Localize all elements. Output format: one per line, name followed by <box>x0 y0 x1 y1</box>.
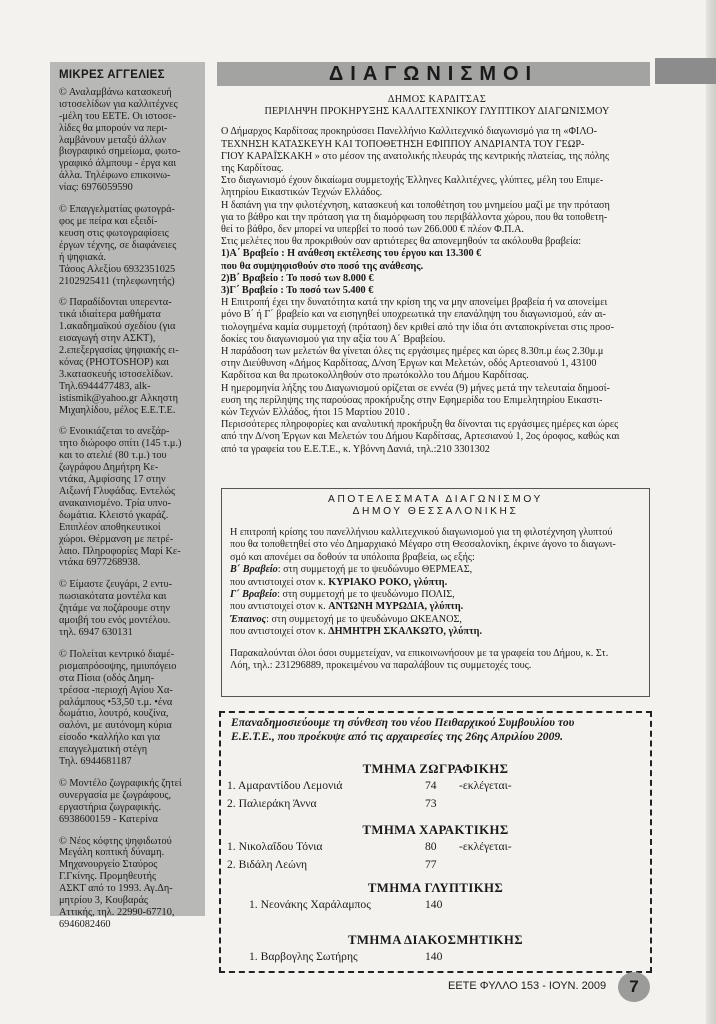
ad-line: λίδες θα μπορούν να περι- <box>59 122 168 134</box>
sidebar-title: ΜΙΚΡΕΣ ΑΓΓΕΛΙΕΣ <box>59 69 165 81</box>
article-line: Η δαπάνη για την φιλοτέχνηση, κατασκευή και τοποθέτηση του μνημείου μαζί με την πρόταση <box>221 199 610 211</box>
classified-ads-list <box>59 87 198 931</box>
adjacent-page-strip <box>655 58 716 84</box>
ad-line: στα Πίσια (οδός Δημη- <box>59 672 155 684</box>
article-line: Στο διαγωνισμό έχουν δικαίωμα συμμετοχής Έλληνες Καλλιτέχνες, γλύπτες, μέλη του Επιμε- <box>221 175 604 187</box>
member-name: 2. Βιδάλη Λεώνη <box>227 858 308 871</box>
department-heading: ΤΜΗΜΑ ΧΑΡΑΚΤΙΚΗΣ <box>362 823 509 837</box>
ad-line: φος με πείρα και εξειδί- <box>59 215 158 227</box>
classified-ad <box>59 297 198 416</box>
ad-line: © Αναλαμβάνω κατασκευή <box>59 86 172 98</box>
article-line: Ο Δήμαρχος Καρδίτσας προκηρύσσει Πανελλήνιο Καλλιτεχνικό διαγωνισμό για τη «ΦΙΛΟ- <box>221 126 598 138</box>
classified-ad <box>59 426 198 569</box>
member-name: 1. Νεονάκης Χαράλαμπος <box>249 898 371 911</box>
classified-ad <box>59 204 198 287</box>
article-line: Η παράδοση των μελετών θα γίνεται όλες τις εργάσιμες ημέρες και ώρες 8.30π.μ έως 2.30μ.μ <box>221 346 604 358</box>
department-heading: ΤΜΗΜΑ ΓΛΥΠΤΙΚΗΣ <box>367 881 504 895</box>
member-name: 1. Βαρβογλης Σωτήρης <box>249 950 358 963</box>
member-votes: 140 <box>425 950 443 963</box>
section-banner: ΔΙΑΓΩΝΙΣΜΟΙ <box>217 62 650 86</box>
ad-line: εισαγωγή στην ΑΣΚΤ), <box>59 333 156 345</box>
results-subtitle: ΔΗΜΟΥ ΘΕΣΣΑΛΟΝΙΚΗΣ <box>352 506 519 517</box>
article-line: ευση της περίληψης της παρούσας προκήρυξης στην Εφημερίδα του Επιμελητηρίου Εικαστι- <box>221 394 603 406</box>
article-line: 3)Γ΄ Βραβείο : Το ποσό των 5.400 € <box>221 285 374 297</box>
member-votes: 74 <box>425 779 437 792</box>
article-line: τιολογημένα καμία συμμετοχή (πρόταση) δεν κριθεί από την ίδια ότι ανταποκρίνεται στις προσ- <box>221 321 614 333</box>
ad-line: Μεγάλη κοπτική δύναμη. <box>59 847 165 859</box>
ad-line: © Ενοικιάζεται το ανεξάρ- <box>59 426 170 438</box>
ad-line: δωμάτιο, λουτρό, κουζίνα, <box>59 708 169 720</box>
ad-line: τικά ιδιαίτερα μαθήματα <box>59 309 161 321</box>
ad-line: κευση στις φωτογραφίσεις <box>59 227 169 239</box>
article-subheading: ΠΕΡΙΛΗΨΗ ΠΡΟΚΗΡΥΞΗΣ ΚΑΛΛΙΤΕΧΝΙΚΟΥ ΓΛΥΠΤΙΚΟΥ ΔΙΑΓΩΝΙΣΜΟΥ <box>264 106 610 118</box>
results-title: ΑΠΟΤΕΛΕΣΜΑΤΑ ΔΙΑΓΩΝΙΣΜΟΥ <box>328 494 543 505</box>
ad-line: ραλάμπους •53,50 τ.μ. •ένα <box>59 696 173 708</box>
results-line: Λόη, τηλ.: 231296889, προκειμένου να παραλάβουν τις συμμετοχές τους. <box>230 660 532 672</box>
article-line: Στις μελέτες που θα προκριθούν σαν αρτιότερες θα απονεμηθούν τα ακόλουθα βραβεία: <box>221 236 582 248</box>
ad-line: 1.ακαδημαϊκού σχεδίου (για <box>59 321 176 333</box>
ad-line: ιστοσελίδων για καλλιτέχνες <box>59 98 178 110</box>
ad-line: Αττικής, τηλ. 22990-67710, <box>59 907 175 918</box>
ad-line: σαλόνι, με αυτόνομη κύρια <box>59 720 172 732</box>
ad-line: χώροι. Θέρμανση με πετρέ- <box>59 533 174 545</box>
ad-line: © Μοντέλο ζωγραφικής ζητεί <box>59 777 182 789</box>
article-line: κών Τεχνών Ελλάδος, ήτοι 15 Μαρτίου 2010 . <box>221 407 410 419</box>
ad-line: Τηλ. 6944681187 <box>59 756 132 768</box>
article-line: 1)Α΄ Βραβείο : Η ανάθεση εκτέλεσης του έργου και 13.300 € <box>221 248 482 260</box>
ad-line: © Είμαστε ζευγάρι, 2 εντυ- <box>59 579 173 591</box>
article-line: μόνο Β΄ ή Γ΄ βραβείο και να εισηγηθεί υποχρεωτικά την επανάληψη του διαγωνισμού, εάν αι- <box>221 309 606 321</box>
member-name: 1. Αμαραντίδου Λεμονιά <box>227 779 343 792</box>
ad-line: -μέλη του ΕΕΤΕ. Οι ιστοσε- <box>59 110 177 122</box>
classified-ad <box>59 579 198 639</box>
ad-line: ντάκα, Αμφίσσης 17 στην <box>59 474 166 486</box>
results-line: που θα τοποθετηθεί στο νέο Δημαρχιακό Μέγαρο στη Θεσσαλονίκη, έκρινε άγονο το διαγωνι- <box>230 539 616 551</box>
article-line: για το βάθρο και την πρόταση για τη διαμόρφωση του περιβάλλοντα χώρου, που θα τοποθετη- <box>221 211 608 223</box>
department-heading: ΤΜΗΜΑ ΖΩΓΡΑΦΙΚΗΣ <box>362 762 509 776</box>
ad-line: τρέσσα -περιοχή Αγίου Χα- <box>59 684 173 696</box>
member-name: 2. Παλιεράκη Άννα <box>227 797 317 810</box>
commendation: Έπαινος: στη συμμετοχή με το ψευδώνυμο ΩΚΕΑΝΟΣ, <box>230 613 462 625</box>
ad-line: Επιπλέον αποθηκευτικοί <box>59 521 161 533</box>
article-line: ΤΕΧΝΗΣΗ ΚΑΤΑΣΚΕΥΗ ΚΑΙ ΤΟΠΟΘΕΤΗΣΗ ΕΦΙΠΠΟΥ ΑΝΔΡΙΑΝΤΑ ΤΟΥ ΓΕΩΡ- <box>221 138 585 150</box>
ad-line: λαμβάνουν μεταξύ άλλων <box>59 134 167 146</box>
prize-g: Γ΄ Βραβείο: στη συμμετοχή με το ψευδώνυμο ΠΟΛΙΣ, <box>230 589 455 601</box>
prize-b-artist: που αντιστοιχεί στον κ. ΚΥΡΙΑΚΟ ΡΟΚΟ, γλύπτη. <box>230 576 448 588</box>
ad-line: γραφικό άλμπουμ - έργα και <box>59 158 177 170</box>
article-line: στην Διεύθυνση «Δήμος Καρδίτσας, Δ/νση Έργων και Μελετών, οδός Αρτεσιανού 1, 43100 <box>221 358 597 370</box>
member-status: -εκλέγεται- <box>459 840 512 853</box>
ad-line: 2.επεξεργασίας ψηφιακής ει- <box>59 345 179 357</box>
ad-line: ρισμαπρόσοψης, ημιυπόγειο <box>59 660 177 672</box>
prize-g-artist: που αντιστοιχεί στον κ. ΑΝΤΩΝΗ ΜΥΡΩΔΙΑ, γλύπτη. <box>230 601 464 613</box>
ad-line: είσοδο •καλλήλο και για <box>59 732 161 744</box>
article-line: δοκίες του διαγωνισμού για την αξία του Α΄ Βραβείου. <box>221 333 446 345</box>
page-edge <box>706 0 716 1024</box>
member-status: -εκλέγεται- <box>459 779 512 792</box>
member-votes: 140 <box>425 898 443 911</box>
results-line: σμό και απονέμει σα δοθούν τα υπόλοιπα βραβεία, ως εξής: <box>230 551 475 563</box>
ad-line: © Παραδίδονται υπερεντα- <box>59 297 172 309</box>
ad-line: istismik@yahoo.gr Αλκηστη <box>59 392 178 404</box>
ad-line: έργων τέχνης, σε διαφάνειες <box>59 239 177 251</box>
ad-line: Μιχαηλίδου, μέλος Ε.Ε.Τ.Ε. <box>59 404 176 416</box>
article-line: της Καρδίτσας. <box>221 163 284 175</box>
ad-line: βιογραφικό σημείωμα, φωτο- <box>59 146 181 158</box>
classified-ad <box>59 836 198 931</box>
disciplinary-council-box <box>219 711 652 973</box>
results-line: Παρακαλούνται όλοι όσοι συμμετείχαν, να επικοινωνήσουν με τα γραφεία του Δήμου, κ. Στ. <box>230 647 609 659</box>
page-number: 7 <box>618 972 650 1002</box>
ad-line: εργαστήρια ζωγραφικής. <box>59 801 162 813</box>
article-body <box>221 126 653 455</box>
classified-ad <box>59 778 198 826</box>
classified-ad <box>59 649 198 768</box>
ad-line: 2102925411 (τηλεφωνητής) <box>59 275 175 287</box>
ad-line: 6938600159 - Κατερίνα <box>59 813 158 825</box>
article-line: Καρδίτσα και θα πρωτοκολληθούν στο πρωτόκολλο του Δήμου Καρδίτσας. <box>221 370 529 382</box>
member-votes: 80 <box>425 840 437 853</box>
ad-line: © Νέος κόφτης ψηφιδωτού <box>59 835 172 847</box>
classifieds-sidebar <box>50 62 205 930</box>
article-line: που θα συμψηφισθούν στο ποσό της ανάθεσης. <box>221 260 424 272</box>
article-heading: ΔΗΜΟΣ ΚΑΡΔΙΤΣΑΣ <box>387 94 487 105</box>
ad-line: 6946082460 <box>59 918 111 930</box>
karditsa-article <box>221 94 653 456</box>
ad-line: ντάκα 6977268938. <box>59 557 141 569</box>
page-footer: ΕΕΤΕ ΦΥΛΛΟ 153 - ΙΟΥΝ. 2009 <box>448 980 607 992</box>
thessaloniki-results-box <box>221 488 650 697</box>
article-line: ΓΙΟΥ ΚΑΡΑΪΣΚΑΚΗ » στο μέσον της ανατολικής πλευράς της κεντρικής πλατείας, της πόλης <box>221 150 610 162</box>
department-heading: ΤΜΗΜΑ ΔΙΑΚΟΣΜΗΤΙΚΗΣ <box>347 933 524 947</box>
ad-line: © Επαγγελματίας φωτογρά- <box>59 204 175 216</box>
ad-line: νίας: 6976059590 <box>59 182 133 194</box>
ad-line: ΑΣΚΤ από το 1993. Αγ.Δη- <box>59 883 173 895</box>
member-name: 1. Νικολαΐδου Τόνια <box>227 840 323 853</box>
article-line: από την Δ/νση Έργων και Μελετών του Δήμου Καρδίτσας, Αρτεσιανού 1, 2ος όροφος, καθώς και <box>221 431 620 443</box>
article-line: θεί το βάθρο, δεν μπορεί να υπερβεί το ποσό των 266.000 € πλέον Φ.Π.Α. <box>221 224 524 236</box>
ad-line: συνεργασία με ζωγράφους, <box>59 789 172 801</box>
ad-line: τητο διώροφο σπίτι (145 τ.μ.) <box>59 438 182 450</box>
ad-line: τηλ. 6947 630131 <box>59 626 133 638</box>
ad-line: αμοιβή του ενός μοντέλου. <box>59 615 171 627</box>
ad-line: επαγγελματική στέγη <box>59 744 148 756</box>
member-votes: 73 <box>425 797 437 810</box>
ad-line: μητρίου 3, Κουβαράς <box>59 895 148 907</box>
article-line: Η Επιτροπή έχει την δυνατότητα κατά την κρίση της να μην απονείμει βραβεία ή να απονείμει <box>221 297 608 309</box>
ad-line: λαιο. Πληροφορίες Μαρί Κε- <box>59 545 181 557</box>
ad-line: πωσιακότατα μοντέλα και <box>59 591 167 603</box>
ad-line: κόνας (PHOTOSHOP) και <box>59 356 169 368</box>
ad-line: 3.κατασκευής ιστοσελίδων. <box>59 368 174 380</box>
ad-line: δωμάτια. Κλειστό γκαράζ. <box>59 509 169 521</box>
commendation-artist: που αντιστοιχεί στον κ. ΔΗΜΗΤΡΗ ΣΚΑΛΚΩΤΟ, γλύπτη. <box>230 626 483 638</box>
ad-line: Μηχανουργείο Σταύρος <box>59 859 158 871</box>
article-line: λητηρίου Εικαστικών Τεχνών Ελλάδος. <box>221 187 383 199</box>
ad-line: Τάσος Αλεξίου 6932351025 <box>59 263 176 275</box>
ad-line: και το ατελιέ (80 τ.μ.) του <box>59 450 167 462</box>
ad-line: ζωγράφου Δημήτρη Κε- <box>59 462 159 474</box>
ad-line: άλλα. Τηλέφωνο επικοινω- <box>59 170 171 182</box>
article-line: Η ημερομηνία λήξης του Διαγωνισμού ορίζεται σε εννέα (9) μήνες μετά την τελευταία δημοσί- <box>221 382 610 394</box>
member-votes: 77 <box>425 858 437 871</box>
results-line: Η επιτροπή κρίσης του πανελλήνιου καλλιτεχνικού διαγωνισμού για τη φιλοτέχνηση γλυπτού <box>230 527 613 538</box>
results-outro <box>230 648 641 673</box>
prize-b: Β΄ Βραβείο: στη συμμετοχή με το ψευδώνυμο ΘΕΡΜΕΑΣ, <box>230 564 473 576</box>
ad-line: ή ψηφιακά. <box>59 251 106 263</box>
council-intro: Επαναδημοσιεύουμε τη σύνθεση του νέου Πειθαρχικού Συμβουλίου του Ε.Ε.Τ.Ε., που προέκυψε από τις αρχαιρεσίες της 26ης Απριλίου 2009. <box>231 716 575 744</box>
article-line: από τα γραφεία του Ε.Ε.Τ.Ε., κ. Υβόννη Δανιά, τηλ.:210 3301302 <box>221 443 490 455</box>
ad-line: ζητάμε να ποζάρουμε στην <box>59 603 170 615</box>
ad-line: Γ.Γκίνης. Προμηθευτής <box>59 871 157 883</box>
ad-line: ανακαινισμένο. Τρία υπνο- <box>59 497 171 509</box>
ad-line: © Πολείται κεντρικό διαμέ- <box>59 648 175 660</box>
ad-line: Τηλ.6944477483, alk- <box>59 380 151 392</box>
classified-ad <box>59 87 198 194</box>
article-line: 2)Β΄ Βραβείο : Το ποσό των 8.000 € <box>221 272 374 284</box>
ad-line: Αιξωνή Γλυφάδας. Εντελώς <box>59 486 176 497</box>
article-line: Περισσότερες πληροφορίες και αναλυτική προκήρυξη θα δίνονται τις εργάσιμες ημέρες και ώρες <box>221 419 619 431</box>
results-intro <box>230 527 641 564</box>
